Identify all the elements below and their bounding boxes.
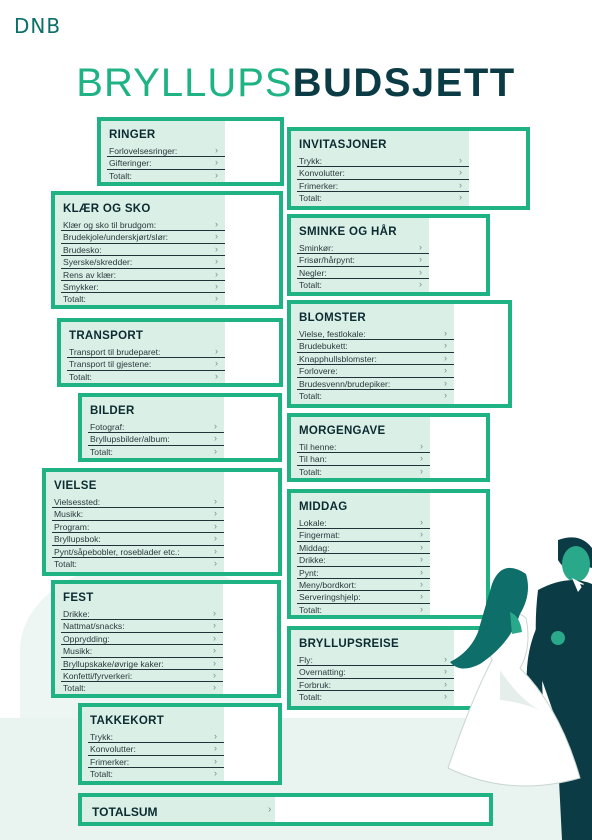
chevron-right-icon: › bbox=[215, 243, 218, 254]
chevron-right-icon: › bbox=[214, 445, 217, 456]
budget-row-label: Brudebukett: bbox=[299, 341, 348, 352]
budget-row-label: Totalt: bbox=[63, 683, 86, 694]
section-title: SMINKE OG HÅR bbox=[299, 226, 397, 238]
chevron-right-icon: › bbox=[214, 508, 217, 519]
chevron-right-icon: › bbox=[444, 328, 447, 338]
budget-row-label: Opprydding: bbox=[63, 633, 110, 644]
budget-row-label: Totalt: bbox=[299, 466, 322, 477]
budget-row[interactable] bbox=[297, 679, 454, 691]
budget-row-label: Brudesko: bbox=[63, 244, 102, 255]
section-sminke-og-har bbox=[287, 214, 490, 296]
budget-row[interactable] bbox=[297, 167, 469, 179]
chevron-right-icon: › bbox=[420, 603, 423, 614]
budget-row-label: Pynt: bbox=[299, 567, 319, 578]
budget-row-label: Klær og sko til brudgom: bbox=[63, 220, 157, 230]
budget-row[interactable] bbox=[61, 231, 225, 243]
chevron-right-icon: › bbox=[214, 433, 217, 444]
chevron-right-icon: › bbox=[213, 657, 216, 668]
budget-row[interactable] bbox=[107, 157, 225, 169]
budget-row-label: Overnatting: bbox=[299, 667, 346, 678]
budget-row[interactable] bbox=[52, 546, 224, 558]
budget-row-label: Middag: bbox=[299, 542, 330, 553]
chevron-right-icon: › bbox=[215, 293, 218, 304]
budget-row-label: Konfetti/fyrverkeri: bbox=[63, 670, 133, 681]
section-content bbox=[88, 712, 224, 781]
budget-row[interactable] bbox=[297, 328, 454, 340]
chevron-right-icon: › bbox=[215, 268, 218, 279]
budget-row-label: Gifteringer: bbox=[109, 158, 152, 169]
budget-row[interactable] bbox=[297, 579, 430, 591]
chevron-right-icon: › bbox=[419, 266, 422, 277]
chevron-right-icon: › bbox=[213, 669, 216, 680]
budget-row[interactable] bbox=[61, 293, 225, 305]
budget-row[interactable] bbox=[88, 421, 224, 433]
budget-row-label: Transport til gjestene: bbox=[69, 359, 152, 370]
budget-row[interactable] bbox=[52, 521, 224, 533]
page-title bbox=[0, 58, 592, 108]
budget-row-label: Totalt: bbox=[63, 294, 86, 305]
budget-row-label: Trykk: bbox=[90, 732, 114, 742]
budget-row-label: Musikk: bbox=[63, 646, 93, 657]
chevron-right-icon: › bbox=[268, 804, 272, 815]
budget-row-label: Knapphullsblomster: bbox=[299, 353, 377, 364]
budget-row[interactable] bbox=[297, 340, 454, 352]
chevron-right-icon: › bbox=[215, 370, 218, 381]
chevron-right-icon: › bbox=[213, 608, 216, 618]
budget-row[interactable] bbox=[61, 658, 223, 670]
chevron-right-icon: › bbox=[215, 145, 218, 155]
section-title: FEST bbox=[63, 592, 94, 604]
budget-row[interactable] bbox=[297, 591, 430, 603]
budget-row-label: Bryllupskake/øvrige kaker: bbox=[63, 658, 164, 669]
chevron-right-icon: › bbox=[444, 352, 447, 363]
budget-row-label: Totalt: bbox=[299, 604, 322, 615]
section-takkekort bbox=[78, 703, 282, 785]
chevron-right-icon: › bbox=[213, 632, 216, 643]
budget-row-label: Drikke: bbox=[299, 555, 326, 566]
chevron-right-icon: › bbox=[420, 453, 423, 464]
budget-row-label: Brudesvenn/brudepiker: bbox=[299, 378, 391, 389]
chevron-right-icon: › bbox=[444, 691, 447, 702]
chevron-right-icon: › bbox=[420, 554, 423, 565]
budget-row[interactable] bbox=[297, 365, 454, 377]
budget-row[interactable] bbox=[297, 666, 454, 678]
chevron-right-icon: › bbox=[444, 678, 447, 689]
chevron-right-icon: › bbox=[213, 645, 216, 656]
title-bold: BUDSJETT bbox=[292, 61, 516, 105]
budget-row[interactable] bbox=[297, 390, 454, 402]
chevron-right-icon: › bbox=[420, 591, 423, 602]
budget-row-label: Nattmat/snacks: bbox=[63, 621, 125, 632]
chevron-right-icon: › bbox=[420, 566, 423, 577]
budget-row-label: Totalt: bbox=[90, 769, 113, 780]
totalsum-label: TOTALSUM bbox=[92, 805, 158, 819]
section-title: INVITASJONER bbox=[299, 139, 387, 151]
chevron-right-icon: › bbox=[419, 254, 422, 265]
section-title: MORGENGAVE bbox=[299, 425, 386, 437]
budget-row[interactable] bbox=[52, 533, 224, 545]
budget-row[interactable] bbox=[61, 620, 223, 632]
chevron-right-icon: › bbox=[213, 682, 216, 693]
chevron-right-icon: › bbox=[214, 768, 217, 779]
chevron-right-icon: › bbox=[213, 620, 216, 631]
budget-row-label: Negler: bbox=[299, 267, 327, 278]
budget-row-label: Frisør/hårpynt: bbox=[299, 255, 355, 266]
budget-row[interactable] bbox=[61, 670, 223, 682]
budget-row[interactable] bbox=[297, 180, 469, 192]
budget-row[interactable] bbox=[88, 756, 224, 768]
budget-row[interactable] bbox=[297, 254, 429, 266]
budget-row-label: Transport til brudeparet: bbox=[69, 347, 161, 357]
budget-row[interactable] bbox=[297, 453, 430, 465]
chevron-right-icon: › bbox=[215, 231, 218, 242]
budget-row-label: Konvolutter: bbox=[90, 744, 136, 755]
section-klaer-og-sko bbox=[51, 191, 283, 309]
budget-row-label: Fingermat: bbox=[299, 530, 341, 541]
section-title: MIDDAG bbox=[299, 501, 348, 513]
budget-row-label: Til han: bbox=[299, 454, 327, 465]
section-morgengave bbox=[287, 413, 490, 482]
budget-row[interactable] bbox=[297, 242, 429, 254]
section-content bbox=[297, 635, 454, 704]
title-light: BRYLLUPS bbox=[76, 61, 293, 105]
budget-row[interactable] bbox=[61, 281, 225, 293]
budget-row-label: Vielse, festlokale: bbox=[299, 329, 366, 339]
chevron-right-icon: › bbox=[215, 280, 218, 291]
budget-row[interactable] bbox=[297, 529, 430, 541]
budget-row-label: Til henne: bbox=[299, 442, 337, 452]
budget-row[interactable] bbox=[61, 608, 223, 620]
chevron-right-icon: › bbox=[214, 520, 217, 531]
budget-row[interactable] bbox=[52, 496, 224, 508]
chevron-right-icon: › bbox=[444, 365, 447, 376]
budget-row[interactable] bbox=[297, 441, 430, 453]
budget-row-label: Konvolutter: bbox=[299, 168, 345, 179]
section-ringer bbox=[97, 117, 284, 186]
budget-row-label: Totalt: bbox=[90, 446, 113, 457]
budget-row-label: Syerske/skredder: bbox=[63, 257, 133, 268]
budget-row-label: Frimerker: bbox=[299, 180, 339, 191]
chevron-right-icon: › bbox=[214, 421, 217, 431]
budget-row[interactable] bbox=[297, 517, 430, 529]
budget-row[interactable] bbox=[297, 466, 430, 478]
chevron-right-icon: › bbox=[214, 533, 217, 544]
section-title: RINGER bbox=[109, 129, 156, 141]
budget-row[interactable] bbox=[297, 267, 429, 279]
section-title: BRYLLUPSREISE bbox=[299, 638, 399, 650]
chevron-right-icon: › bbox=[444, 654, 447, 664]
chevron-right-icon: › bbox=[214, 755, 217, 766]
budget-row[interactable] bbox=[61, 219, 225, 231]
budget-row-label: Lokale: bbox=[299, 518, 327, 528]
budget-row-label: Vielsessted: bbox=[54, 497, 101, 507]
budget-row[interactable] bbox=[67, 346, 225, 358]
chevron-right-icon: › bbox=[215, 219, 218, 229]
budget-row-label: Trykk: bbox=[299, 156, 323, 166]
budget-row[interactable] bbox=[61, 269, 225, 281]
budget-row-label: Forlovere: bbox=[299, 366, 338, 377]
budget-row[interactable] bbox=[297, 554, 430, 566]
budget-row-label: Totalt: bbox=[54, 558, 77, 569]
budget-row[interactable] bbox=[297, 567, 430, 579]
section-content bbox=[52, 477, 224, 570]
budget-row-label: Fotograf: bbox=[90, 422, 125, 432]
budget-row[interactable] bbox=[61, 682, 223, 694]
budget-row[interactable] bbox=[61, 645, 223, 657]
section-title: TAKKEKORT bbox=[90, 715, 165, 727]
chevron-right-icon: › bbox=[214, 731, 217, 741]
budget-row-label: Forbruk: bbox=[299, 679, 331, 690]
budget-row[interactable] bbox=[297, 192, 469, 204]
budget-row[interactable] bbox=[61, 244, 225, 256]
budget-row-label: Sminkør: bbox=[299, 243, 334, 253]
budget-row-label: Program: bbox=[54, 521, 90, 532]
budget-row-label: Brudekjole/underskjørt/slør: bbox=[63, 232, 169, 243]
totalsum-box[interactable] bbox=[78, 793, 493, 826]
section-bilder bbox=[78, 393, 282, 462]
chevron-right-icon: › bbox=[459, 179, 462, 190]
chevron-right-icon: › bbox=[215, 169, 218, 180]
dnb-logo: DNB bbox=[14, 14, 62, 38]
chevron-right-icon: › bbox=[420, 578, 423, 589]
chevron-right-icon: › bbox=[214, 743, 217, 754]
budget-row-label: Forlovelsesringer: bbox=[109, 146, 178, 156]
chevron-right-icon: › bbox=[420, 441, 423, 451]
section-title: BLOMSTER bbox=[299, 312, 366, 324]
chevron-right-icon: › bbox=[215, 346, 218, 356]
budget-row[interactable] bbox=[61, 633, 223, 645]
section-fest bbox=[51, 580, 281, 698]
chevron-right-icon: › bbox=[444, 666, 447, 677]
budget-row-label: Totalt: bbox=[299, 390, 322, 401]
budget-row[interactable] bbox=[297, 654, 454, 666]
wedding-couple-illustration bbox=[440, 520, 592, 840]
budget-row-label: Bryllupsbok: bbox=[54, 534, 101, 545]
budget-row-label: Totalt: bbox=[69, 371, 92, 382]
section-vielse bbox=[42, 468, 282, 576]
section-content bbox=[67, 327, 225, 383]
budget-row-label: Musikk: bbox=[54, 509, 84, 520]
budget-row-label: Bryllupsbilder/album: bbox=[90, 434, 170, 445]
chevron-right-icon: › bbox=[459, 192, 462, 203]
budget-row-label: Rens av klær: bbox=[63, 269, 117, 280]
section-content bbox=[61, 200, 225, 306]
budget-row[interactable] bbox=[297, 604, 430, 616]
budget-row[interactable] bbox=[297, 691, 454, 703]
chevron-right-icon: › bbox=[420, 517, 423, 527]
section-content bbox=[297, 309, 454, 402]
chevron-right-icon: › bbox=[214, 557, 217, 568]
section-transport bbox=[57, 318, 283, 387]
chevron-right-icon: › bbox=[420, 465, 423, 476]
chevron-right-icon: › bbox=[214, 545, 217, 556]
budget-row-label: Totalt: bbox=[109, 170, 132, 181]
section-content bbox=[297, 136, 469, 205]
budget-row-label: Fly: bbox=[299, 655, 313, 665]
budget-row[interactable] bbox=[61, 256, 225, 268]
budget-row[interactable] bbox=[297, 353, 454, 365]
budget-row-label: Totalt: bbox=[299, 280, 322, 291]
section-content bbox=[88, 402, 224, 458]
budget-row[interactable] bbox=[297, 542, 430, 554]
section-title: TRANSPORT bbox=[69, 330, 144, 342]
budget-row[interactable] bbox=[88, 743, 224, 755]
budget-row-label: Meny/bordkort: bbox=[299, 579, 357, 590]
chevron-right-icon: › bbox=[420, 529, 423, 540]
section-content bbox=[297, 223, 429, 292]
budget-row[interactable] bbox=[88, 433, 224, 445]
section-title: BILDER bbox=[90, 405, 135, 417]
chevron-right-icon: › bbox=[444, 389, 447, 400]
budget-row[interactable] bbox=[67, 371, 225, 383]
chevron-right-icon: › bbox=[214, 496, 217, 506]
budget-row[interactable] bbox=[88, 731, 224, 743]
budget-row-label: Serveringshjelp: bbox=[299, 592, 361, 603]
chevron-right-icon: › bbox=[444, 340, 447, 351]
budget-row-label: Totalt: bbox=[299, 193, 322, 204]
budget-row-label: Drikke: bbox=[63, 609, 90, 619]
section-title: VIELSE bbox=[54, 480, 97, 492]
budget-row[interactable] bbox=[297, 155, 469, 167]
section-content bbox=[297, 498, 430, 616]
budget-row-label: Pynt/såpebobler, roseblader etc.: bbox=[54, 546, 180, 557]
chevron-right-icon: › bbox=[444, 377, 447, 388]
budget-row[interactable] bbox=[88, 446, 224, 458]
budget-row[interactable] bbox=[107, 145, 225, 157]
budget-row-label: Frimerker: bbox=[90, 756, 130, 767]
chevron-right-icon: › bbox=[459, 155, 462, 165]
section-blomster bbox=[287, 300, 512, 408]
chevron-right-icon: › bbox=[215, 256, 218, 267]
section-invitasjoner bbox=[287, 127, 530, 210]
chevron-right-icon: › bbox=[419, 242, 422, 252]
budget-row[interactable] bbox=[107, 170, 225, 182]
budget-row[interactable] bbox=[88, 768, 224, 780]
chevron-right-icon: › bbox=[215, 157, 218, 168]
chevron-right-icon: › bbox=[215, 358, 218, 369]
budget-row[interactable] bbox=[52, 558, 224, 570]
section-title: KLÆR OG SKO bbox=[63, 203, 151, 215]
budget-row[interactable] bbox=[52, 508, 224, 520]
budget-row-label: Totalt: bbox=[299, 692, 322, 703]
chevron-right-icon: › bbox=[420, 541, 423, 552]
section-content bbox=[297, 422, 430, 478]
budget-row[interactable] bbox=[297, 378, 454, 390]
section-content bbox=[61, 589, 223, 695]
section-content bbox=[107, 126, 225, 182]
chevron-right-icon: › bbox=[419, 279, 422, 290]
chevron-right-icon: › bbox=[459, 167, 462, 178]
budget-row[interactable] bbox=[297, 279, 429, 291]
budget-row[interactable] bbox=[67, 358, 225, 370]
budget-row-label: Smykker: bbox=[63, 281, 99, 292]
